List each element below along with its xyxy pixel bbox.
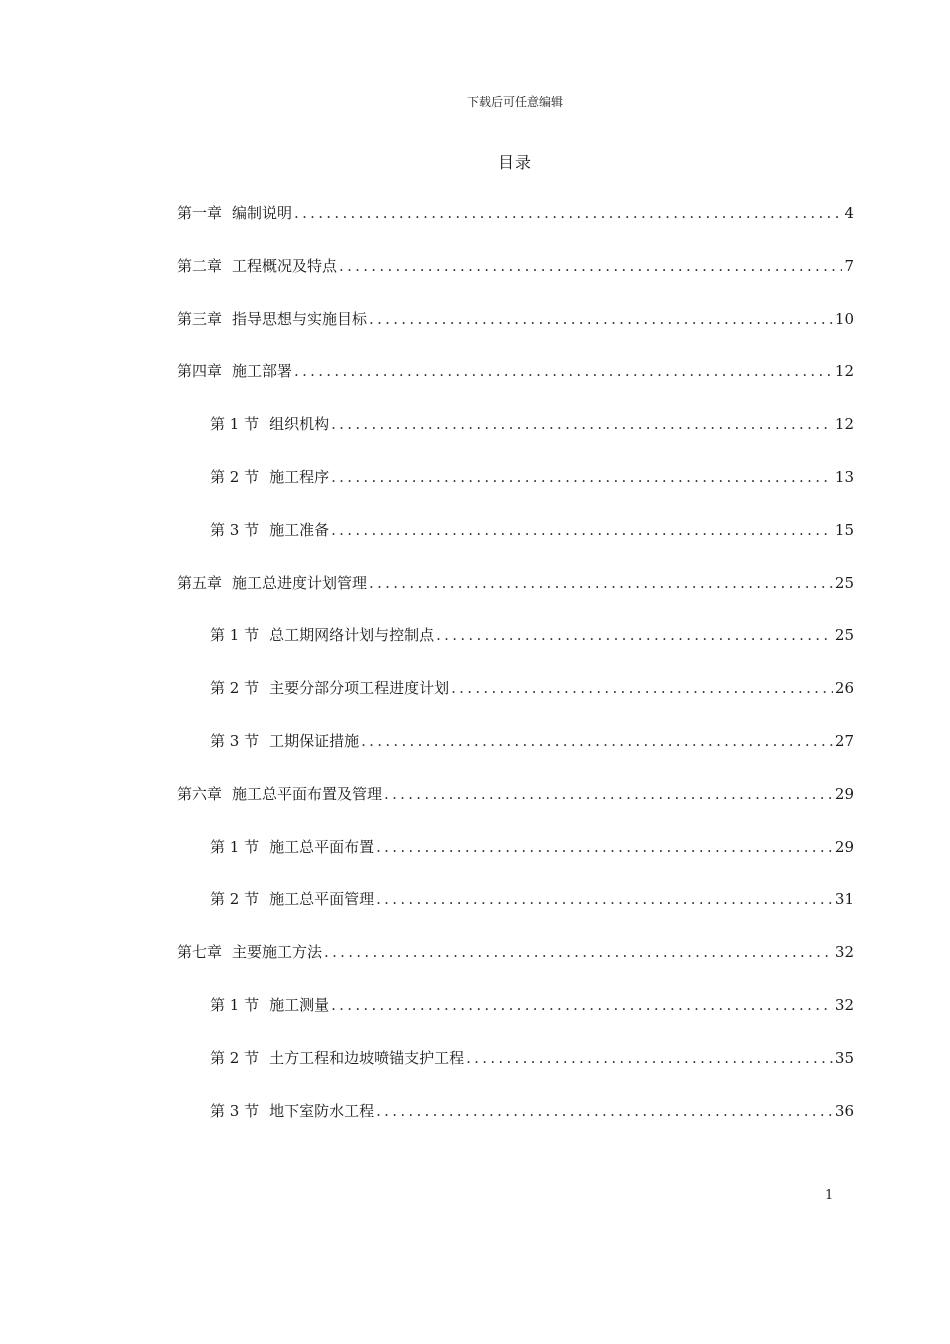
toc-entry-title: 指导思想与实施目标 — [232, 309, 368, 328]
toc-entry-page: 12 — [834, 415, 854, 434]
toc-entry-page: 26 — [834, 679, 854, 698]
toc-entry-number: 第 1 节 — [210, 626, 260, 645]
toc-entry-title: 施工总平面布置及管理 — [232, 784, 383, 803]
toc-entry-title: 工期保证措施 — [269, 732, 360, 750]
toc-entry-title: 施工程序 — [269, 468, 330, 486]
toc-section-entry[interactable] — [210, 673, 854, 703]
toc-dot-leader — [339, 251, 842, 281]
toc-entry-page: 25 — [834, 626, 854, 645]
toc-section-entry[interactable] — [210, 462, 854, 492]
toc-entry-page: 36 — [834, 1101, 854, 1120]
toc-dot-leader — [369, 568, 833, 598]
toc-dot-leader — [331, 990, 833, 1020]
toc-entry-page: 32 — [834, 943, 854, 962]
toc-entry-title: 施工总平面管理 — [269, 890, 375, 909]
toc-entry-number: 第 1 节 — [210, 415, 260, 434]
toc-entry-number: 第 3 节 — [210, 520, 260, 539]
toc-entry-page: 7 — [844, 256, 854, 275]
toc-entry-page: 13 — [834, 468, 854, 486]
toc-entry-title: 施工准备 — [269, 520, 330, 539]
toc-entry-title: 地下室防水工程 — [269, 1101, 375, 1120]
toc-section-entry[interactable] — [210, 832, 854, 862]
toc-section-entry[interactable] — [210, 990, 854, 1020]
toc-entry-number: 第 2 节 — [210, 1048, 260, 1067]
toc-entry-title: 编制说明 — [232, 204, 293, 222]
toc-entry-number: 第二章 — [177, 256, 223, 275]
toc-dot-leader — [331, 515, 833, 545]
toc-dot-leader — [376, 884, 833, 914]
toc-section-entry[interactable] — [210, 409, 854, 439]
toc-chapter-entry[interactable] — [177, 779, 854, 809]
toc-entry-number: 第四章 — [177, 362, 223, 381]
toc-chapter-entry[interactable] — [177, 937, 854, 967]
toc-dot-leader — [294, 356, 833, 386]
toc-entry-page: 29 — [834, 784, 854, 803]
toc-entry-title: 施工总进度计划管理 — [232, 573, 368, 592]
toc-section-entry[interactable] — [210, 1096, 854, 1126]
toc-entry-title: 施工部署 — [232, 362, 293, 381]
toc-entry-number: 第 3 节 — [210, 1101, 260, 1120]
toc-entry-number: 第 1 节 — [210, 837, 260, 856]
toc-entry-title: 总工期网络计划与控制点 — [269, 626, 435, 645]
toc-entry-number: 第七章 — [177, 943, 223, 962]
toc-chapter-entry[interactable] — [177, 304, 854, 334]
toc-entry-title: 工程概况及特点 — [232, 256, 338, 275]
toc-entry-page: 4 — [844, 204, 854, 222]
toc-entry-number: 第五章 — [177, 573, 223, 592]
toc-dot-leader — [331, 462, 833, 492]
toc-entry-number: 第 1 节 — [210, 996, 260, 1014]
toc-section-entry[interactable] — [210, 515, 854, 545]
toc-entry-page: 27 — [834, 732, 854, 750]
toc-dot-leader — [436, 620, 833, 650]
toc-entry-title: 施工测量 — [269, 996, 330, 1014]
toc-dot-leader — [294, 198, 842, 228]
toc-entry-title: 土方工程和边坡喷锚支护工程 — [269, 1048, 465, 1067]
toc-section-entry[interactable] — [210, 1043, 854, 1073]
toc-chapter-entry[interactable] — [177, 356, 854, 386]
toc-dot-leader — [324, 937, 833, 967]
toc-entry-number: 第三章 — [177, 309, 223, 328]
toc-dot-leader — [376, 832, 833, 862]
toc-entry-title: 主要施工方法 — [232, 943, 323, 962]
toc-entry-number: 第 2 节 — [210, 890, 260, 909]
toc-entry-page: 15 — [834, 520, 854, 539]
toc-section-entry[interactable] — [210, 884, 854, 914]
toc-chapter-entry[interactable] — [177, 251, 854, 281]
toc-entry-number: 第 3 节 — [210, 732, 260, 750]
toc-entry-page: 12 — [834, 362, 854, 381]
toc-dot-leader — [466, 1043, 833, 1073]
toc-entry-number: 第 2 节 — [210, 468, 260, 486]
toc-entry-title: 组织机构 — [269, 415, 330, 434]
toc-entry-page: 32 — [834, 996, 854, 1014]
toc-section-entry[interactable] — [210, 620, 854, 650]
toc-chapter-entry[interactable] — [177, 198, 854, 228]
page-header: 下载后可任意编辑 — [466, 95, 563, 109]
toc-dot-leader — [361, 726, 833, 756]
page-number: 1 — [825, 1188, 834, 1203]
toc-entry-page: 35 — [834, 1048, 854, 1067]
toc-chapter-entry[interactable] — [177, 568, 854, 598]
toc-dot-leader — [331, 409, 833, 439]
toc-entry-number: 第一章 — [177, 204, 223, 222]
toc-entry-page: 31 — [834, 890, 854, 909]
toc-dot-leader — [369, 304, 833, 334]
toc-section-entry[interactable] — [210, 726, 854, 756]
toc-entry-page: 29 — [834, 837, 854, 856]
toc-entry-title: 施工总平面布置 — [269, 837, 375, 856]
toc-title: 目录 — [497, 153, 532, 172]
toc-entry-page: 10 — [834, 309, 854, 328]
toc-entry-number: 第 2 节 — [210, 679, 260, 698]
toc-dot-leader — [451, 673, 833, 703]
toc-dot-leader — [376, 1096, 833, 1126]
toc-dot-leader — [384, 779, 833, 809]
toc-entry-page: 25 — [834, 573, 854, 592]
toc-entry-number: 第六章 — [177, 784, 223, 803]
toc-entry-title: 主要分部分项工程进度计划 — [269, 679, 450, 698]
